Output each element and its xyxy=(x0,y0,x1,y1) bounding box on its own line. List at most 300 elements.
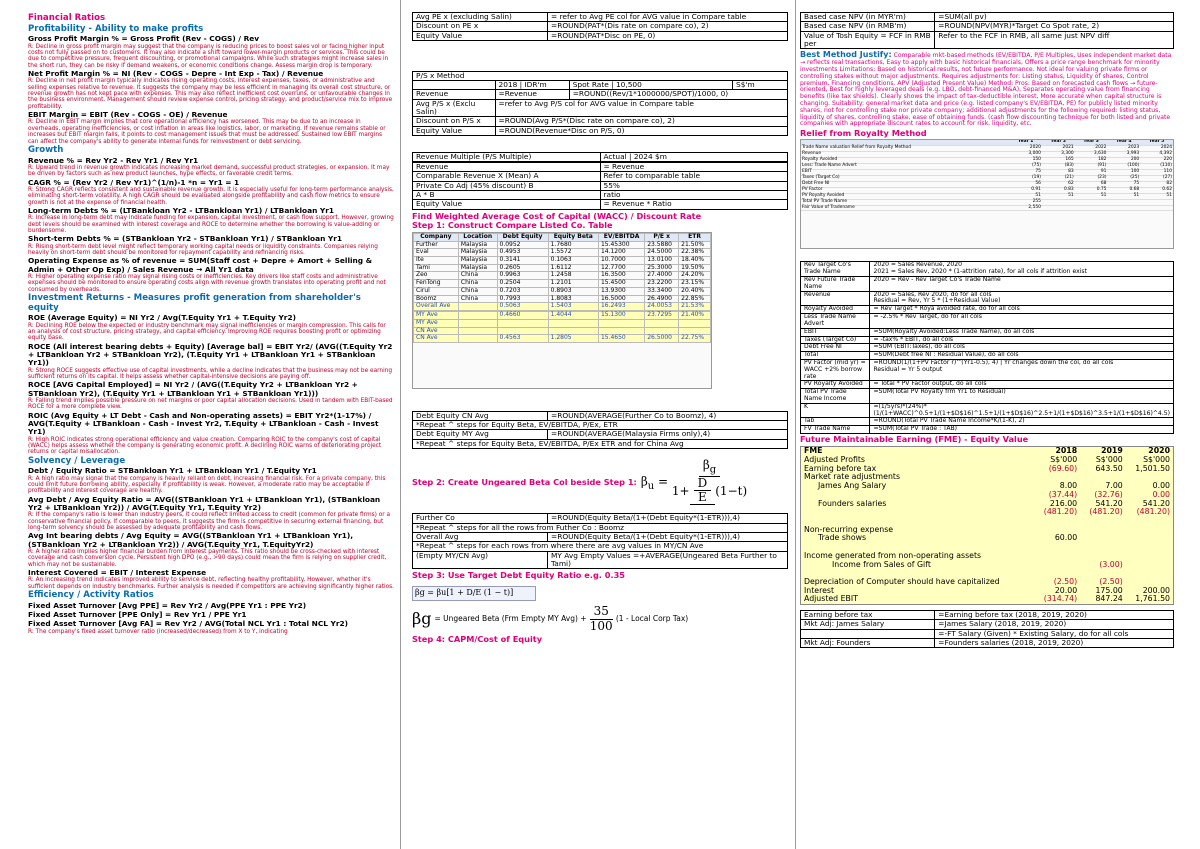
spreadsheet-cell: 0.75 xyxy=(1075,187,1108,193)
table-row xyxy=(413,31,788,40)
spreadsheet-cell: (21) xyxy=(1042,175,1075,181)
fme-value xyxy=(1126,569,1173,578)
row-label: Revenue xyxy=(413,90,496,99)
row-formula: = Rev Target * Roya avoided rate, do for all cols xyxy=(870,306,1174,314)
wacc-title: Find Weighted Average Cost of Capital (WACC) / Discount Rate xyxy=(412,210,702,221)
compare-cell: Cirul xyxy=(414,287,459,295)
table-row xyxy=(801,620,1174,629)
spreadsheet-cell: 2,550 xyxy=(1009,205,1042,211)
row-formula: =refer to Avg P/S col for AVG value in Compare table xyxy=(495,99,788,117)
compare-avg-cell xyxy=(679,319,711,327)
spreadsheet-cell: 200 xyxy=(1107,158,1140,164)
compare-cell: 22.38% xyxy=(679,249,711,257)
compare-cell: Malaysia xyxy=(458,257,497,265)
row-formula: 2020 = Sales, Rev 2020, do for all cols Residual = Rev, Yr 5 * (1+Residual Value) xyxy=(870,291,1174,306)
returns-heading: Investment Returns - Measures profit generation from shareholder's equity xyxy=(28,293,361,313)
row-label: Equity Value xyxy=(413,126,496,135)
valuation-column xyxy=(402,0,788,849)
compare-cell: Zeo xyxy=(414,272,459,280)
compare-cell: Malaysia xyxy=(458,249,497,257)
table-row xyxy=(801,262,1174,277)
compare-avg-cell: 26.5000 xyxy=(645,335,679,343)
ratio-remark: R: An increasing trend indicates improved ability to service debt, reflecting healthy profitability. However, whether it's sufficient depends on industry benchmarks. Further analysis is needed if competitors are achieving significantly higher ratios. xyxy=(28,577,395,590)
ratio-formula: Short-term Debts % = (STBankloan Yr2 - STBankloan Yr1) / STBankloan Yr1 xyxy=(28,234,343,244)
fme-value xyxy=(1126,543,1173,552)
row-label: Private Co Adj (45% discount) B xyxy=(413,181,601,190)
row-formula: =SUM (EBIT:Taxes), do all cols xyxy=(870,344,1174,352)
table-row xyxy=(801,426,1174,434)
fme-value xyxy=(1126,526,1173,535)
fme-value xyxy=(1035,543,1081,552)
table-row xyxy=(413,200,788,209)
row-formula: =SUM(Royalty Avoided:Less Trade Name), do all cols xyxy=(870,328,1174,336)
compare-avg-cell xyxy=(458,312,497,320)
step1-label: Step 1: Construct Compare Listed Co. Table xyxy=(412,219,613,230)
compare-avg-cell: 1.4044 xyxy=(548,312,598,320)
fme-value xyxy=(1080,526,1126,535)
spreadsheet-cell: 2022 xyxy=(1075,146,1108,152)
row-formula: =Founders salaries (2018, 2019, 2020) xyxy=(935,639,1174,648)
row-formula: Refer to the FCF in RMB, all same just NPV diff xyxy=(935,31,1174,49)
fme-value xyxy=(1080,543,1126,552)
fme-header-cell: FME xyxy=(804,446,823,456)
table-row xyxy=(801,389,1174,404)
row-label: Avg P/S x (Exclu Salin) xyxy=(413,99,496,117)
spreadsheet-cell: 110 xyxy=(1140,170,1173,176)
table-row xyxy=(413,90,788,99)
spreadsheet-cell: (23) xyxy=(1075,175,1108,181)
compare-header-cell: EV/EBITDA xyxy=(598,233,644,241)
spreadsheet-cell: (100) xyxy=(1107,164,1140,170)
compare-avg-cell: MY Ave xyxy=(414,319,459,327)
table-row xyxy=(413,514,788,523)
formula-tail: (1 - Local Corp Tax) xyxy=(615,614,689,624)
best-method-text: Comparable mkt-based methods (EV/EBITDA, P/E Multiples, Uses independent market data → reflects real transactions, Easy to apply with basic historical financials, Offers a price range benchmark for minority investments Limitations: Based on historical results, not future performance. Not ideal for valuing private firms or controlling stakes without major adjustments. Requires adjustments for: Listing status, Liquidity of shares, Control premium, Financing conditions. APV (Adjusted Present Value) Method: Pros: Based on forecasted cash flows → future-oriented, Best for highly leveraged deals (e.g. LBO, debt-financed M&A), Separates operating value from financing benefits (like tax shields). Clearly shows the impact of tax-deductible interest, More accurate when capital structure is changing. Suitability: general market data and price (e.g. listed company's EV/EBITDA, PE) for publicly listed minority shares, not for controlling stake nor private company; additional adjustments for the following required: listing status, liquidity of shares, controlling stake, ease of obtaining funds. (cash flow discounting technique for both listed and private companies with appropriate discount rates to account for risk, liquidity, etc. xyxy=(800,52,1172,128)
fme-value xyxy=(1080,517,1126,526)
compare-avg-cell: 15.4650 xyxy=(598,335,644,343)
fme-label xyxy=(801,508,1035,517)
compare-cell: 20.40% xyxy=(679,287,711,295)
fme-value: (3.00) xyxy=(1099,559,1123,569)
table-row xyxy=(413,126,788,135)
compare-avg-cell: 1.5403 xyxy=(548,303,598,311)
row-label: K xyxy=(801,403,870,418)
compare-cell: 1.2458 xyxy=(548,272,598,280)
ratio-formula: Gross Profit Margin % = Gross Profit (Rev - COGS) / Rev xyxy=(28,34,260,44)
compare-cell: 24.20% xyxy=(679,272,711,280)
compare-avg-cell: 21.53% xyxy=(679,303,711,311)
spreadsheet-cell: (91) xyxy=(1075,164,1108,170)
spreadsheet-cell: 56 xyxy=(1009,181,1042,187)
table-row xyxy=(413,542,788,551)
step3-label: Step 3: Use Target Debt Equity Ratio e.g. 0.35 xyxy=(412,570,625,581)
compare-cell: 0.1063 xyxy=(548,257,598,265)
fme-value: S$'000 xyxy=(1143,454,1170,464)
row-formula: 2020 = Rev - Rev Target Co's Trade Name xyxy=(870,277,1174,292)
row-label: *Repeat ^ steps for each rows from where there are avg values in MY/CN Ave xyxy=(413,542,788,551)
row-formula: = Revenue * Ratio xyxy=(600,200,788,209)
table-row xyxy=(801,291,1174,306)
row-label: Based case NPV (in MYR'm) xyxy=(801,13,935,22)
fme-value: 7.00 xyxy=(1105,481,1123,491)
compare-cell: 0.3141 xyxy=(497,257,548,265)
ratio-formula: Avg Debt / Avg Equity Ratio = AVG((STBankloan Yr1 + LTBankloan Yr1), (STBankloan Yr2 + LTBankloan Yr2)) / AVG(T.Equity Yr1, T.Equity Yr2) xyxy=(28,494,381,512)
table-row xyxy=(413,181,788,190)
spreadsheet-cell: (19) xyxy=(1009,175,1042,181)
ratio-formula: Debt / Equity Ratio = STBankloan Yr1 + LTBankloan Yr1 / T.Equity Yr1 xyxy=(28,466,317,476)
spreadsheet-cell: Debt Free NI xyxy=(801,181,1009,187)
ratio-remark: R: If the company's ratio is lower than industry peers, it could reflect limited access to credit (common for private firms) or a conservative financial policy. If comparable to peers, it suggests the firm is competitive in securing external financing, but long-term solvency should be assessed by adequate profitability and cash flows. xyxy=(28,512,391,532)
fme-value: (37.44) xyxy=(1048,489,1078,499)
row-label: Value of Tosh Equity = FCF in RMB per xyxy=(801,31,935,49)
compare-cell: 0.9963 xyxy=(497,272,548,280)
compare-avg-cell: 15.1300 xyxy=(598,312,644,320)
ratio-formula: Net Profit Margin % = NI (Rev - COGS - Depre - Int Exp - Tax) / Revenue xyxy=(28,69,324,79)
compare-cell: 33.3400 xyxy=(645,287,679,295)
spreadsheet-header-cell: Year 1 xyxy=(1009,140,1042,145)
row-label: Earning before tax xyxy=(801,611,935,620)
row-label: Comparable Revenue X (Mean) A xyxy=(413,172,601,181)
spreadsheet-cell: EBIT xyxy=(801,170,1009,176)
table-row xyxy=(801,31,1174,49)
spreadsheet-cell: Fair Value of Tradename xyxy=(801,205,1009,211)
fme-header-cell: 2019 xyxy=(1101,446,1123,456)
table-row xyxy=(801,314,1174,329)
fme-label: Trade shows xyxy=(818,533,867,543)
compare-cell: 12.7700 xyxy=(598,264,644,272)
row-label: Mkt Adj: Founders xyxy=(801,639,935,648)
formula-numerator: 35 xyxy=(590,605,613,619)
row-label: Total PV Trade Name Income xyxy=(801,389,870,404)
row-formula: = refer to Avg PE col for AVG value in Compare table xyxy=(548,13,788,22)
row-label: Further Co xyxy=(413,514,548,523)
compare-cell: China xyxy=(458,287,497,295)
compare-avg-cell xyxy=(548,319,598,327)
compare-cell: China xyxy=(458,272,497,280)
ps-table xyxy=(412,71,788,136)
geared-beta-formula xyxy=(412,605,788,633)
ratio-formula: Operating Expense as % of revenue = SUM(Staff cost + Depre + Amort + Selling & Admin + Other Op Exp) / Sales Revenue → All Yr1 data xyxy=(28,256,373,274)
compare-cell: Tami xyxy=(414,264,459,272)
table-row xyxy=(801,359,1174,380)
row-label: Royalty Avoided xyxy=(801,306,870,314)
row-label: Discount on PE x xyxy=(413,22,548,31)
compare-cell: 26.4900 xyxy=(645,295,679,303)
spreadsheet-cell: 0.83 xyxy=(1042,187,1075,193)
row-label: FV Trade Name xyxy=(801,426,870,434)
compare-avg-cell: 0.4563 xyxy=(497,335,548,343)
compare-cell: Ite xyxy=(414,257,459,265)
spreadsheet-cell: 100 xyxy=(1107,170,1140,176)
fme-value xyxy=(1126,561,1173,570)
fme-formula-table xyxy=(800,610,1174,648)
ratio-formula: EBIT Margin = EBIT (Rev - COGS - OE) / Revenue xyxy=(28,110,228,120)
compare-cell: 10.7000 xyxy=(598,257,644,265)
compare-cell: 22.85% xyxy=(679,295,711,303)
ratio-remark: R: Decline in EBIT margin implies that core operational efficiency has worsened. This may be due to an increase in overheads, operating inefficiencies, or cost inflation in areas like logistics, labor, or marketing. If revenue remains stable or increases but EBIT margin falls, it points to cost management issues that must be addressed. Sustained low EBIT margins can affect the company's ability to generate internal funds for reinvestment or debt servicing. xyxy=(28,119,386,145)
row-label: Mkt Adj: James Salary xyxy=(801,620,935,629)
row-label: Debt Equity CN Avg xyxy=(413,411,548,420)
spreadsheet-cell: 220 xyxy=(1140,158,1173,164)
ratio-formula: ROCE [AVG Capital Employed] = NI Yr2 / (AVG((T.Equity Yr2 + LTBankloan Yr2 + STBankloan Yr2), (T.Equity Yr1 + LTBankloan Yr1 + STBankloan Yr1))) xyxy=(28,380,358,398)
row-label: Rev Future Trade Name xyxy=(801,277,870,292)
spreadsheet-cell: 51 xyxy=(1075,193,1108,199)
compare-avg-cell: Overall Ave xyxy=(414,303,459,311)
row-formula: =ROUND(PAT*(Dis rate on compare co), 2) xyxy=(548,22,788,31)
rm-header-row xyxy=(413,152,788,161)
compare-avg-cell: 22.75% xyxy=(679,335,711,343)
spreadsheet-cell: 3,300 xyxy=(1042,152,1075,158)
profitability-list xyxy=(28,35,394,145)
spreadsheet-cell: (83) xyxy=(1042,164,1075,170)
beta-g-symbol: βg xyxy=(412,609,432,629)
ratio-formula: Fixed Asset Turnover [PPE Only] = Rev Yr1 / PPE Yr1 xyxy=(28,610,247,620)
spreadsheet-cell: 3,993 xyxy=(1107,152,1140,158)
fme-label: Market rate adjustments xyxy=(804,472,901,482)
compare-avg-cell xyxy=(458,335,497,343)
best-method-block xyxy=(800,51,1174,128)
fme-header-cell: 2020 xyxy=(1148,446,1170,456)
compare-cell: Malaysia xyxy=(458,264,497,272)
row-formula: =ROUND((Rev/1*1000000/SPOT)/1000, 0) xyxy=(569,90,787,99)
ratio-remark: R: Upward trend in revenue growth indicates increasing market demand, successful product strategies, or expansion. It may be driven by factors such as new product launches, hype effects, or favorable credit terms. xyxy=(28,164,390,178)
ratio-remark: R: Rising short-term debt level might reflect temporary working capital needs or liquidity constraints. Companies relying heavily on short-term debt should be monitored for repayment capability and refinancing risks. xyxy=(28,243,378,257)
row-formula: =ROUND(NPV(MYR)*Target Co Spot rate, 2) xyxy=(935,22,1174,31)
spreadsheet-cell: 3,000 xyxy=(1009,152,1042,158)
compare-cell: 16.5000 xyxy=(598,295,644,303)
compare-cell: 0.4953 xyxy=(497,249,548,257)
fme-value: 60.00 xyxy=(1054,533,1078,543)
fme-row xyxy=(801,561,1173,570)
royalty-spreadsheet-screenshot xyxy=(800,139,1174,249)
compare-cell: 23.15% xyxy=(679,280,711,288)
row-label: *Repeat ^ steps for Equity Beta, EV/EBITDA, P/Ex ETR and for China Avg xyxy=(413,439,788,448)
compare-avg-row xyxy=(414,335,711,343)
spreadsheet-cell: (110) xyxy=(1140,164,1173,170)
compare-cell: 18.40% xyxy=(679,257,711,265)
ratio-remark: R: Strong CAGR reflects consistent and sustainable revenue growth. It is especially useful for long-term performance analysis, eliminating short-term volatility. A high CAGR should be evaluated alongside profitability and cash flow metrics to ensure growth is not at the expense of financial health. xyxy=(28,186,394,206)
fme-value: (2.50) xyxy=(1053,577,1078,587)
row-label: A * B xyxy=(413,190,601,199)
compare-cell: 1.8083 xyxy=(548,295,598,303)
fme-label: Adjusted Profits xyxy=(804,454,865,464)
row-formula: =ROUND(1/(1+PV Factor r)^(Yr1-0.5), 4) | Yr changes down the col, do all cols Residual = Yr 5 output xyxy=(870,359,1174,380)
fme-screenshot xyxy=(800,446,1174,605)
spreadsheet-cell xyxy=(1107,205,1140,211)
spreadsheet-cell: 165 xyxy=(1042,158,1075,164)
compare-avg-cell xyxy=(645,319,679,327)
fme-value: 541.20 xyxy=(1142,498,1170,508)
row-formula: Refer to comparable table xyxy=(600,172,788,181)
compare-cell: Malaysia xyxy=(458,241,497,249)
efficiency-list xyxy=(28,602,394,635)
ratio-remark: R: The company's fixed asset turnover ratio (increased/decreased) from X to Y, indicating xyxy=(28,628,288,635)
growth-heading: Growth xyxy=(28,144,64,155)
compare-avg-cell: 24.0053 xyxy=(645,303,679,311)
compare-cell: 14.1200 xyxy=(598,249,644,257)
compare-cell: 1.6112 xyxy=(548,264,598,272)
row-formula: =James Salary (2018, 2019, 2020) xyxy=(935,620,1174,629)
solvency-list xyxy=(28,467,394,590)
revenue-multiple-table xyxy=(412,152,788,210)
compare-avg-cell: 23.7295 xyxy=(645,312,679,320)
spreadsheet-cell: Total PV Trade Name xyxy=(801,199,1009,205)
debt-equity-table xyxy=(412,411,788,449)
spreadsheet-cell: 2023 xyxy=(1107,146,1140,152)
ratio-formula: CAGR % = (Rev Yr2 / Rev Yr1)^(1/n)-1 *n = Yr1 = 1 xyxy=(28,177,240,187)
ratio-remark: R: Declining ROE below the expected or industry benchmark may signal inefficiencies or margin compression. This calls for an analysis of cost structure, pricing strategy, and capital efficiency. Improving ROE requires boosting profit or optimizing equity base. xyxy=(28,322,386,342)
compare-avg-row xyxy=(414,303,711,311)
compare-avg-cell xyxy=(598,319,644,327)
row-formula: =ROUND(Total PV Trade Name Income*K/(1-K), 2) xyxy=(870,418,1174,426)
compare-cell: 23.2200 xyxy=(645,280,679,288)
fme-label: Depreciation of Computer should have capitalized xyxy=(804,577,1000,587)
fme-value: (69.60) xyxy=(1048,463,1078,473)
compare-cell: 21.50% xyxy=(679,241,711,249)
compare-cell: Further xyxy=(414,241,459,249)
ungeared-beta-table xyxy=(412,513,788,569)
row-label: Equity Value xyxy=(413,200,601,209)
compare-avg-cell: 0.4660 xyxy=(497,312,548,320)
row-label: Less Trade Name Advert xyxy=(801,314,870,329)
spreadsheet-cell: 0.91 xyxy=(1009,187,1042,193)
fme-title: Future Maintainable Earning (FME) - Equity Value xyxy=(800,434,1029,445)
table-row xyxy=(413,551,788,569)
compare-row xyxy=(414,287,711,295)
spreadsheet-cell: Revenue xyxy=(801,152,1009,158)
spreadsheet-cell: 51 xyxy=(1107,193,1140,199)
geared-beta-formula-small: βg = βu[1 + D/E (1 − t)] xyxy=(412,586,536,601)
fme-value: 847.24 xyxy=(1095,594,1123,604)
table-row xyxy=(413,172,788,181)
row-formula: =ROUND(AVERAGE(Further Co to Boomz), 4) xyxy=(548,411,788,420)
row-formula: = -tax% * EBIT, do all cols xyxy=(870,336,1174,344)
row-formula: =Revenue xyxy=(495,90,569,99)
table-row xyxy=(801,639,1174,648)
spreadsheet-cell: 68 xyxy=(1075,181,1108,187)
fme-value: 216.00 xyxy=(1049,498,1078,508)
compare-cell: 13.0100 xyxy=(645,257,679,265)
npv-table xyxy=(800,12,1174,49)
ratio-remark: R: Strong ROCE suggests effective use of capital investments, while a decline indicates that the business may not be earning sufficient returns on its capital. It helps assess whether capital-intensive decisions are paying off. xyxy=(28,367,393,381)
spreadsheet-cell: 0.62 xyxy=(1140,187,1173,193)
compare-cell: China xyxy=(458,280,497,288)
fme-value: (481.20) xyxy=(1136,507,1170,517)
fme-value xyxy=(1035,561,1081,570)
spreadsheet-cell: 82 xyxy=(1140,181,1173,187)
fme-value: 200.00 xyxy=(1142,585,1170,595)
spreadsheet-cell: 75 xyxy=(1009,170,1042,176)
compare-avg-cell xyxy=(458,327,497,335)
ratio-formula: Revenue % = Rev Yr2 - Rev Yr1 / Rev Yr1 xyxy=(28,155,199,165)
compare-cell: 24.5000 xyxy=(645,249,679,257)
row-label: (Empty MY/CN Avg) xyxy=(413,551,548,569)
royalty-spreadsheet xyxy=(801,140,1173,211)
fme-value: 643.50 xyxy=(1095,463,1123,473)
fme-value xyxy=(1035,552,1081,561)
spreadsheet-cell: 2021 xyxy=(1042,146,1075,152)
step4-label: Step 4: CAPM/Cost of Equity xyxy=(412,634,543,645)
fme-label: Founders salaries xyxy=(818,498,887,508)
row-formula: =SUM(Total PV Trade : TAB) xyxy=(870,426,1174,434)
compare-table-screenshot xyxy=(412,232,712,389)
spreadsheet-cell: 182 xyxy=(1075,158,1108,164)
compare-header-cell: Equity Beta xyxy=(548,233,598,241)
table-row xyxy=(801,418,1174,426)
ratio-formula: ROCE (All interest bearing debts + Equity) [Average bal] = EBIT Yr2/ (AVG((T.Equity Yr2 + LTBankloan Yr2 + STBankloan Yr2), (T.Equity Yr1 + LTBankloan Yr1 + STBankloan Yr1)) xyxy=(28,341,393,368)
spreadsheet-cell: 62 xyxy=(1042,181,1075,187)
fme-value xyxy=(1126,534,1173,543)
fme-value: (32.76) xyxy=(1094,489,1123,499)
compare-avg-cell: 21.40% xyxy=(679,312,711,320)
spreadsheet-row xyxy=(801,205,1173,211)
fme-value: 1,501.50 xyxy=(1135,463,1170,473)
compare-avg-cell: CN Ave xyxy=(414,335,459,343)
spreadsheet-cell: Trade Name valuation Relief from Royalty Method xyxy=(801,146,1009,152)
compare-avg-cell: 1.2805 xyxy=(548,335,598,343)
compare-header-cell: Location xyxy=(458,233,497,241)
row-label: Tab xyxy=(801,418,870,426)
compare-cell: 19.50% xyxy=(679,264,711,272)
table-row xyxy=(413,117,788,126)
compare-cell: 1.7680 xyxy=(548,241,598,249)
compare-cell: 27.4000 xyxy=(645,272,679,280)
table-row xyxy=(413,22,788,31)
row-formula: = Total * PV Factor output, do all cols xyxy=(870,381,1174,389)
ungeared-beta-formula: $\beta_u$ = $\beta_g$ 1+ $\frac{D}{E}$ (1−t) xyxy=(640,458,748,505)
spreadsheet-cell: Less: Trade Name Advert xyxy=(801,164,1009,170)
solvency-heading: Solvency / Leverage xyxy=(28,455,126,466)
spreadsheet-cell: 2024 xyxy=(1140,146,1173,152)
compare-table xyxy=(413,233,711,343)
efficiency-heading: Efficiency / Activity Ratios xyxy=(28,590,154,601)
fme-value: 0.00 xyxy=(1152,481,1170,491)
row-label: PV Factor (mid yr) = WACC +2% borrow rate xyxy=(801,359,870,380)
spreadsheet-cell: Taxes (Target Co) xyxy=(801,175,1009,181)
fme-value xyxy=(1080,534,1126,543)
compare-header-cell: Company xyxy=(414,233,459,241)
rm-header-cell: Revenue Multiple (P/S Multiple) xyxy=(413,152,601,161)
fme-row xyxy=(801,595,1173,604)
row-label: Avg PE x (excluding Salin) xyxy=(413,13,548,22)
fme-row xyxy=(801,508,1173,517)
row-formula: =-FT Salary (Given) * Existing Salary, do for all cols xyxy=(935,629,1174,638)
spreadsheet-cell xyxy=(1042,205,1075,211)
spreadsheet-cell: 2020 xyxy=(1009,146,1042,152)
row-formula: MY Avg Empty Values =+AVERAGE(Ungeared Beta Further to Tami) xyxy=(548,551,788,569)
row-label: Overall Avg xyxy=(413,533,548,542)
table-row xyxy=(801,306,1174,314)
table-row xyxy=(801,22,1174,31)
fme-value: 8.00 xyxy=(1059,481,1078,491)
compare-cell: 0.2605 xyxy=(497,264,548,272)
spreadsheet-cell xyxy=(1075,205,1108,211)
compare-cell: 1.2101 xyxy=(548,280,598,288)
row-label: Based case NPV (in RMB'm) xyxy=(801,22,935,31)
returns-list xyxy=(28,314,394,455)
ratio-remark: R: Decline in net profit margin typically indicates rising operating costs, interest expenses, taxes, or administrative and selling expenses relative to revenue. It suggests the company may be less efficient in managing its overall cost structure, or revenue growth has not kept pace with expenses. This may also reflect inefficient cost overruns, or unfavourable changes in the business environment. Management should review expense control, pricing strategy, and product/service mix to improve profitability. xyxy=(28,78,393,110)
row-label: Total xyxy=(801,352,870,360)
fme-label: Income from Sales of Gift xyxy=(832,559,931,569)
ratio-formula: ROIC (Avg Equity + LT Debt - Cash and Non-operating assets) = EBIT Yr2*(1-17%) / AVG(T.Equity + LTBankloan - Cash - Invest Yr2, T.Equity + LTBankloan - Cash - Invest Yr1) xyxy=(28,410,379,437)
row-label: Revenue xyxy=(413,163,601,172)
spreadsheet-cell: 91 xyxy=(1075,170,1108,176)
row-formula: =ROUND(Equity Beta/(1+(Debt Equity*(1-ETR))),4) xyxy=(548,533,788,542)
ratio-remark: R: Falling trend implies possible pressure on net margins or poor capital allocation decisions. Used in tandem with EBIT-based ROCE for a more complete view. xyxy=(28,397,393,411)
ps-header-cell: S$'m xyxy=(733,81,788,90)
fme-value: 541.20 xyxy=(1095,498,1123,508)
table-row xyxy=(801,336,1174,344)
